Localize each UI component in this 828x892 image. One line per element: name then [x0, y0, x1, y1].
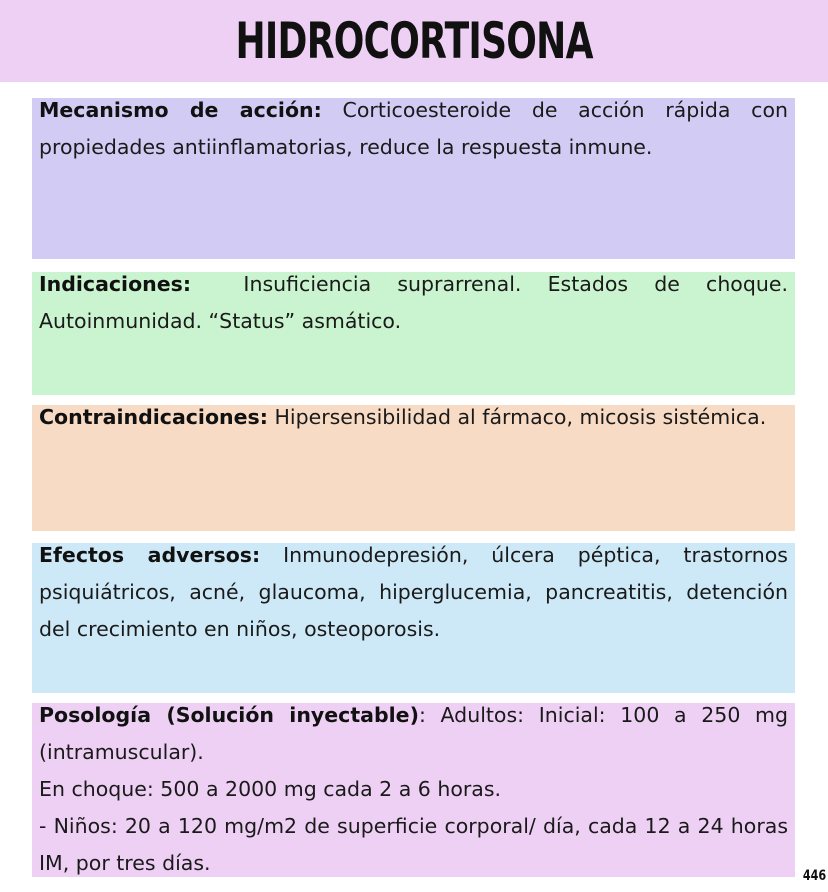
section-indicaciones: [32, 272, 795, 395]
mecanismo-label: Mecanismo de acción:: [39, 98, 322, 122]
indicaciones-label: Indicaciones:: [39, 272, 192, 296]
section-mecanismo: [32, 98, 795, 259]
contraindicaciones-text: Hipersensibilidad al fármaco, micosis sistémica.: [267, 405, 767, 429]
mecanismo-text: Corticoesteroide de acción rápida con propiedades antiinflamatorias, reduce la respuesta inmune.: [39, 98, 788, 159]
efectos-paragraph: [39, 537, 788, 648]
indicaciones-paragraph: [39, 266, 795, 340]
efectos-text: Inmunodepresión, úlcera péptica, trastornos psiquiátricos, acné, glaucoma, hiperglucemia, pancreatitis, detención del crecimiento en niños, osteoporosis.: [39, 543, 788, 641]
posologia-paragraph-1: [39, 697, 788, 771]
efectos-label: Efectos adversos:: [39, 543, 261, 567]
mecanismo-paragraph: [39, 92, 788, 166]
section-efectos-adversos: [32, 543, 795, 693]
posologia-label: Posología (Solución inyectable): [39, 703, 419, 727]
contraindicaciones-label: Contraindicaciones:: [39, 405, 268, 429]
page-title: HIDROCORTISONA: [235, 12, 593, 70]
title-banner: [0, 0, 828, 82]
section-posologia: [32, 703, 795, 877]
posologia-paragraph-3: - Niños: 20 a 120 mg/m2 de superficie corporal/ día, cada 12 a 24 horas IM, por tres días.: [39, 814, 788, 875]
posologia-paragraph-2: En choque: 500 a 2000 mg cada 2 a 6 horas.: [39, 777, 502, 801]
indicaciones-text: Insuficiencia suprarrenal. Estados de choque. Autoinmunidad. “Status” asmático.: [39, 272, 795, 333]
posologia-text: : Adultos: Inicial: 100 a 250 mg (intramuscular).: [39, 703, 789, 764]
section-contraindicaciones: [32, 405, 795, 531]
contraindicaciones-paragraph: [39, 399, 788, 436]
page-number: 446: [802, 868, 826, 884]
